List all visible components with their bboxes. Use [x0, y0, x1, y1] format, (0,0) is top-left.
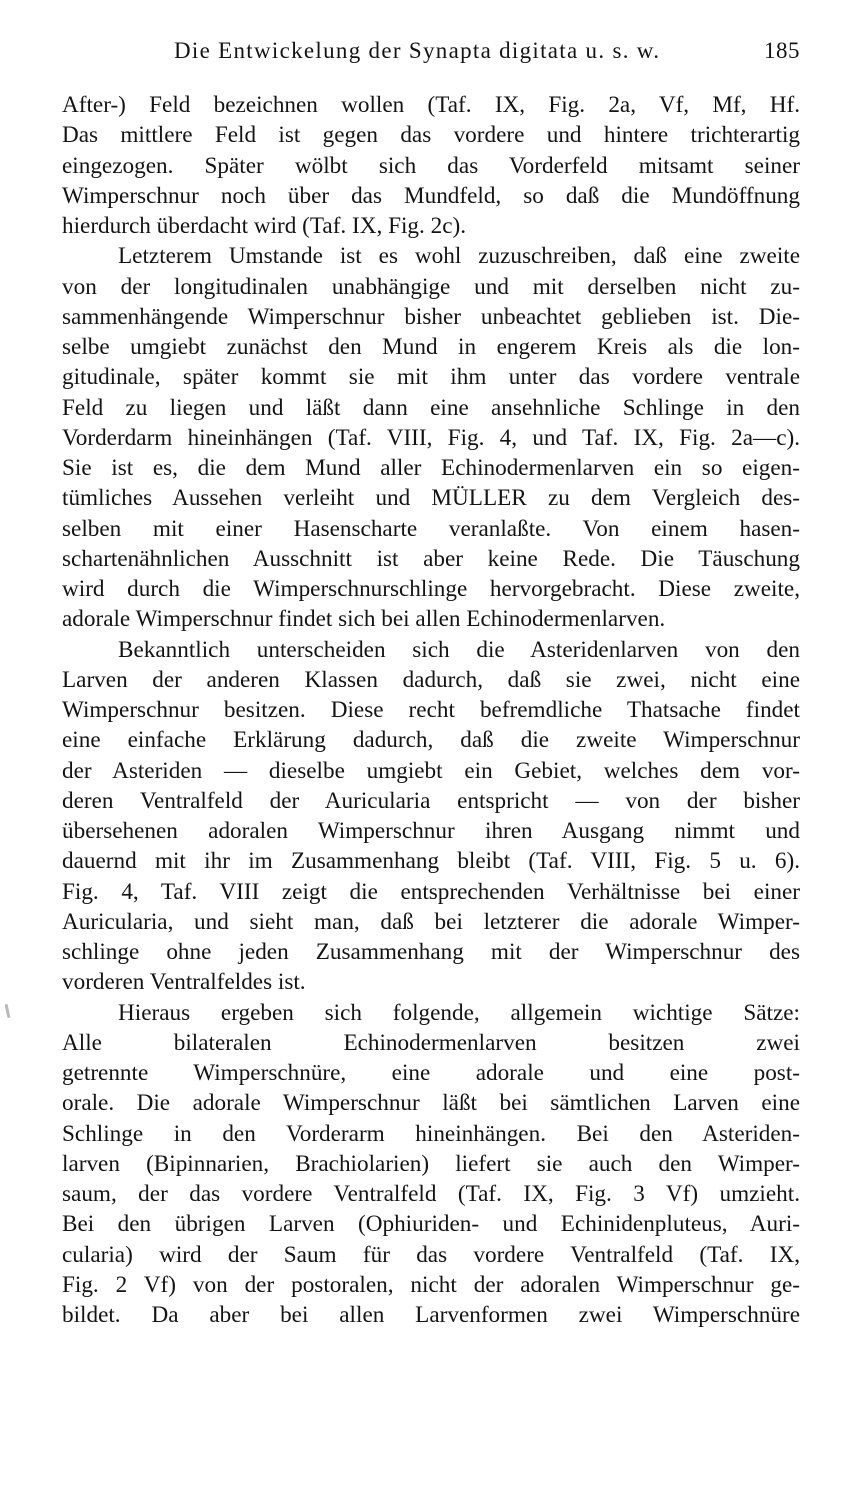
text-line: Hieraus ergeben sich folgende, allgemein wichtige Sätze:	[118, 999, 800, 1026]
text-line: der Asteriden — dieselbe umgiebt ein Gebiet, welches dem vor-	[62, 757, 800, 784]
running-title: Die Entwickelung der Synapta digitata u. s. w.	[174, 38, 661, 63]
running-head	[62, 38, 800, 74]
text-line: Bekanntlich unterscheiden sich die Asteridenlarven von den	[118, 636, 800, 663]
text-line: getrennte Wimperschnüre, eine adorale und eine post-	[62, 1060, 800, 1086]
page-number: 185	[764, 38, 800, 63]
text-line: vorderen Ventralfeldes ist.	[62, 969, 306, 996]
text-line: hierdurch überdacht wird (Taf. IX, Fig. 2c).	[62, 213, 467, 239]
text-line: Feld zu liegen und läßt dann eine ansehnliche Schlinge in den	[62, 394, 800, 421]
text-line: larven (Bipinnarien, Brachiolarien) liefert sie auch den Wimper-	[62, 1150, 800, 1177]
text-line: Alle bilateralen Echinodermenlarven besitzen zwei	[62, 1029, 800, 1056]
text-line: tümliches Aussehen verleiht und MÜLLER zu dem Vergleich des-	[62, 485, 800, 512]
text-line: Wimperschnur besitzen. Diese recht befremdliche Thatsache findet	[62, 697, 800, 723]
text-line: Larven der anderen Klassen dadurch, daß sie zwei, nicht eine	[62, 666, 800, 693]
text-line: deren Ventralfeld der Auricularia entspricht — von der bisher	[62, 787, 800, 814]
text-line: Bei den übrigen Larven (Ophiuriden- und Echinidenpluteus, Auri-	[62, 1211, 800, 1238]
text-line: eingezogen. Später wölbt sich das Vorderfeld mitsamt seiner	[62, 152, 800, 179]
text-line: Letzterem Umstande ist es wohl zuzuschreiben, daß eine zweite	[118, 243, 800, 270]
text-line: gitudinale, später kommt sie mit ihm unter das vordere ventrale	[62, 364, 800, 391]
text-line: After-) Feld bezeichnen wollen (Taf. IX, Fig. 2a, Vf, Mf, Hf.	[62, 92, 800, 118]
text-line: sammenhängende Wimperschnur bisher unbeachtet geblieben ist. Die-	[62, 303, 800, 330]
text-line: bildet. Da aber bei allen Larvenformen zwei Wimperschnüre	[62, 1302, 800, 1328]
margin-speck	[5, 1004, 11, 1018]
text-line: selbe umgiebt zunächst den Mund in engerem Kreis als die lon-	[62, 334, 800, 360]
text-line: Schlinge in den Vorderarm hineinhängen. Bei den Asteriden-	[62, 1120, 800, 1147]
body-text	[62, 90, 800, 1330]
text-line: cularia) wird der Saum für das vordere Ventralfeld (Taf. IX,	[62, 1241, 800, 1268]
text-line: dauernd mit ihr im Zusammenhang bleibt (Taf. VIII, Fig. 5 u. 6).	[62, 848, 800, 875]
text-line: schlinge ohne jeden Zusammenhang mit der Wimperschnur des	[62, 939, 800, 965]
text-line: Wimperschnur noch über das Mundfeld, so daß die Mundöffnung	[62, 182, 800, 209]
text-line: übersehenen adoralen Wimperschnur ihren Ausgang nimmt und	[62, 818, 800, 844]
text-line: orale. Die adorale Wimperschnur läßt bei sämtlichen Larven eine	[62, 1090, 800, 1117]
text-line: wird durch die Wimperschnurschlinge hervorgebracht. Diese zweite,	[62, 576, 800, 602]
text-line: schartenähnlichen Ausschnitt ist aber keine Rede. Die Täuschung	[62, 545, 800, 572]
text-line: adorale Wimperschnur findet sich bei allen Echinodermenlarven.	[62, 606, 666, 633]
text-line: von der longitudinalen unabhängige und mit derselben nicht zu-	[62, 273, 800, 300]
text-line: selben mit einer Hasenscharte veranlaßte. Von einem hasen-	[62, 515, 800, 542]
text-line: Sie ist es, die dem Mund aller Echinodermenlarven ein so eigen-	[62, 455, 800, 481]
text-line: Fig. 2 Vf) von der postoralen, nicht der adoralen Wimperschnur ge-	[62, 1271, 800, 1298]
text-line: eine einfache Erklärung dadurch, daß die zweite Wimperschnur	[62, 727, 800, 754]
text-line: Auricularia, und sieht man, daß bei letzterer die adorale Wimper-	[62, 908, 800, 935]
text-line: Vorderdarm hineinhängen (Taf. VIII, Fig. 4, und Taf. IX, Fig. 2a—c).	[62, 424, 800, 451]
text-line: saum, der das vordere Ventralfeld (Taf. IX, Fig. 3 Vf) umzieht.	[62, 1181, 800, 1207]
text-line: Das mittlere Feld ist gegen das vordere und hintere trichterartig	[62, 122, 800, 149]
text-line: Fig. 4, Taf. VIII zeigt die entsprechenden Verhältnisse bei einer	[62, 878, 800, 905]
